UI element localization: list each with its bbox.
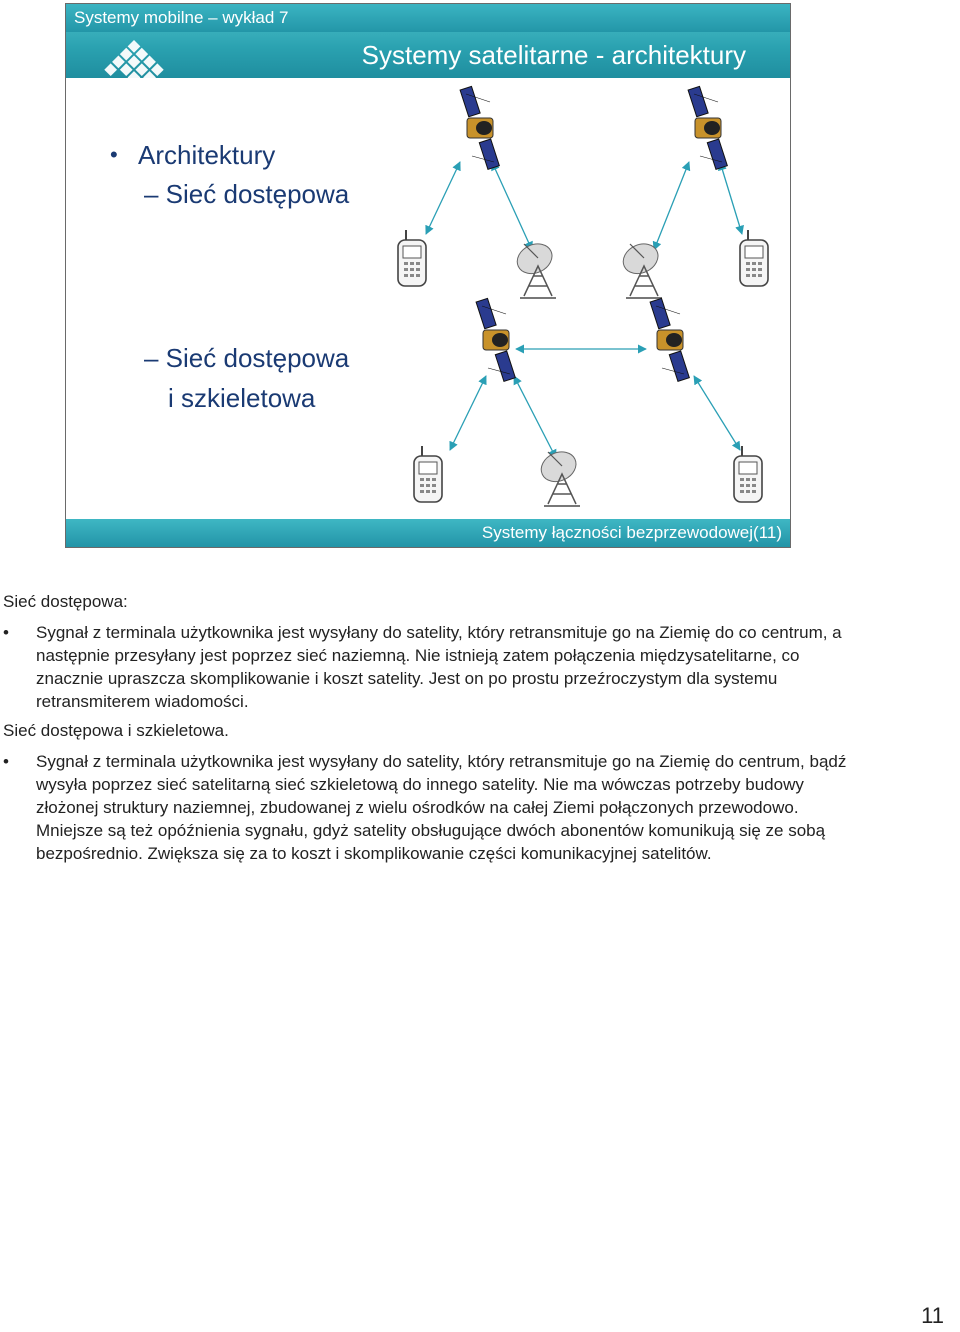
mobile-phone-icon [398,230,426,286]
bullet-siec-dostepowa: – Sieć dostępowa [144,179,350,209]
ground-station-antenna-icon [512,238,556,298]
page-number: 11 [921,1303,944,1328]
mobile-phone-icon [414,446,442,502]
section-title-access-backbone: Sieć dostępowa i szkieletowa. [3,721,229,740]
mobile-phone-icon [740,230,768,286]
satellite-icon [460,86,499,169]
architecture-diagram [66,4,791,548]
ground-station-antenna-icon [536,446,580,506]
lecture-label: Systemy mobilne – wykład 7 [74,8,289,27]
slide [65,3,791,548]
satellite-icon [476,298,515,381]
diagram-access-backbone-network [414,298,762,506]
bullet-dot: • [3,623,9,642]
slide-footer-text: Systemy łączności bezprzewodowej(11) [481,523,782,542]
lecture-notes [3,590,853,865]
section-access-text: Sygnał z terminala użytkownika jest wysyłany do satelity, który retransmituje go na Ziemię do co centrum, a następnie przesyłany jest poprzez sieć naziemną. Nie istnieją zatem połączenia międzysatelitarne, co znacznie upraszcza skomplikowanie i koszt satelity. Jest on po prostu przeźroczystym dla systemu retransmiterem wiadomości. [36,623,842,711]
satellite-icon [650,298,689,381]
bullet-dot: • [3,752,9,771]
ground-station-antenna-icon [618,238,662,298]
diagram-access-network [398,86,768,298]
list-item [3,621,853,713]
bullet-siec-dostepowa-szkieletowa-line1: – Sieć dostępowa [144,343,350,373]
slide-footer [66,519,790,547]
bullet-siec-dostepowa-szkieletowa-line2: i szkieletowa [168,383,316,413]
mobile-phone-icon [734,446,762,502]
logo-text-line2: ONLINE [104,114,136,123]
section-title-access: Sieć dostępowa: [3,592,128,611]
satellite-icon [688,86,727,169]
bullet-dot: • [110,142,118,167]
slide-title: Systemy satelitarne - architektury [361,40,746,70]
bullet-architektury: Architektury [138,140,276,170]
section-access-backbone-text: Sygnał z terminala użytkownika jest wysyłany do satelity, który retransmituje go na Ziemię do centrum, bądź wysyła poprzez sieć satelitarną sieć szkieletową do innego satelity. Nie ma wówczas potrzeby budowy złożonej struktury naziemnej, zbudowanej z wielu ośrodków na całej Ziemi połączonych przewodowo. Mniejsze są też opóźnienia sygnału, gdyż satelity obsługujące dwóch abonentów komunikują się ze sobą bezpośrednio. Zwiększa się za to koszt i skomplikowanie części komunikacyjnej satelitów. [36,752,847,863]
logo-text-line1: UCZELNIA [99,103,141,112]
list-item [3,750,853,865]
